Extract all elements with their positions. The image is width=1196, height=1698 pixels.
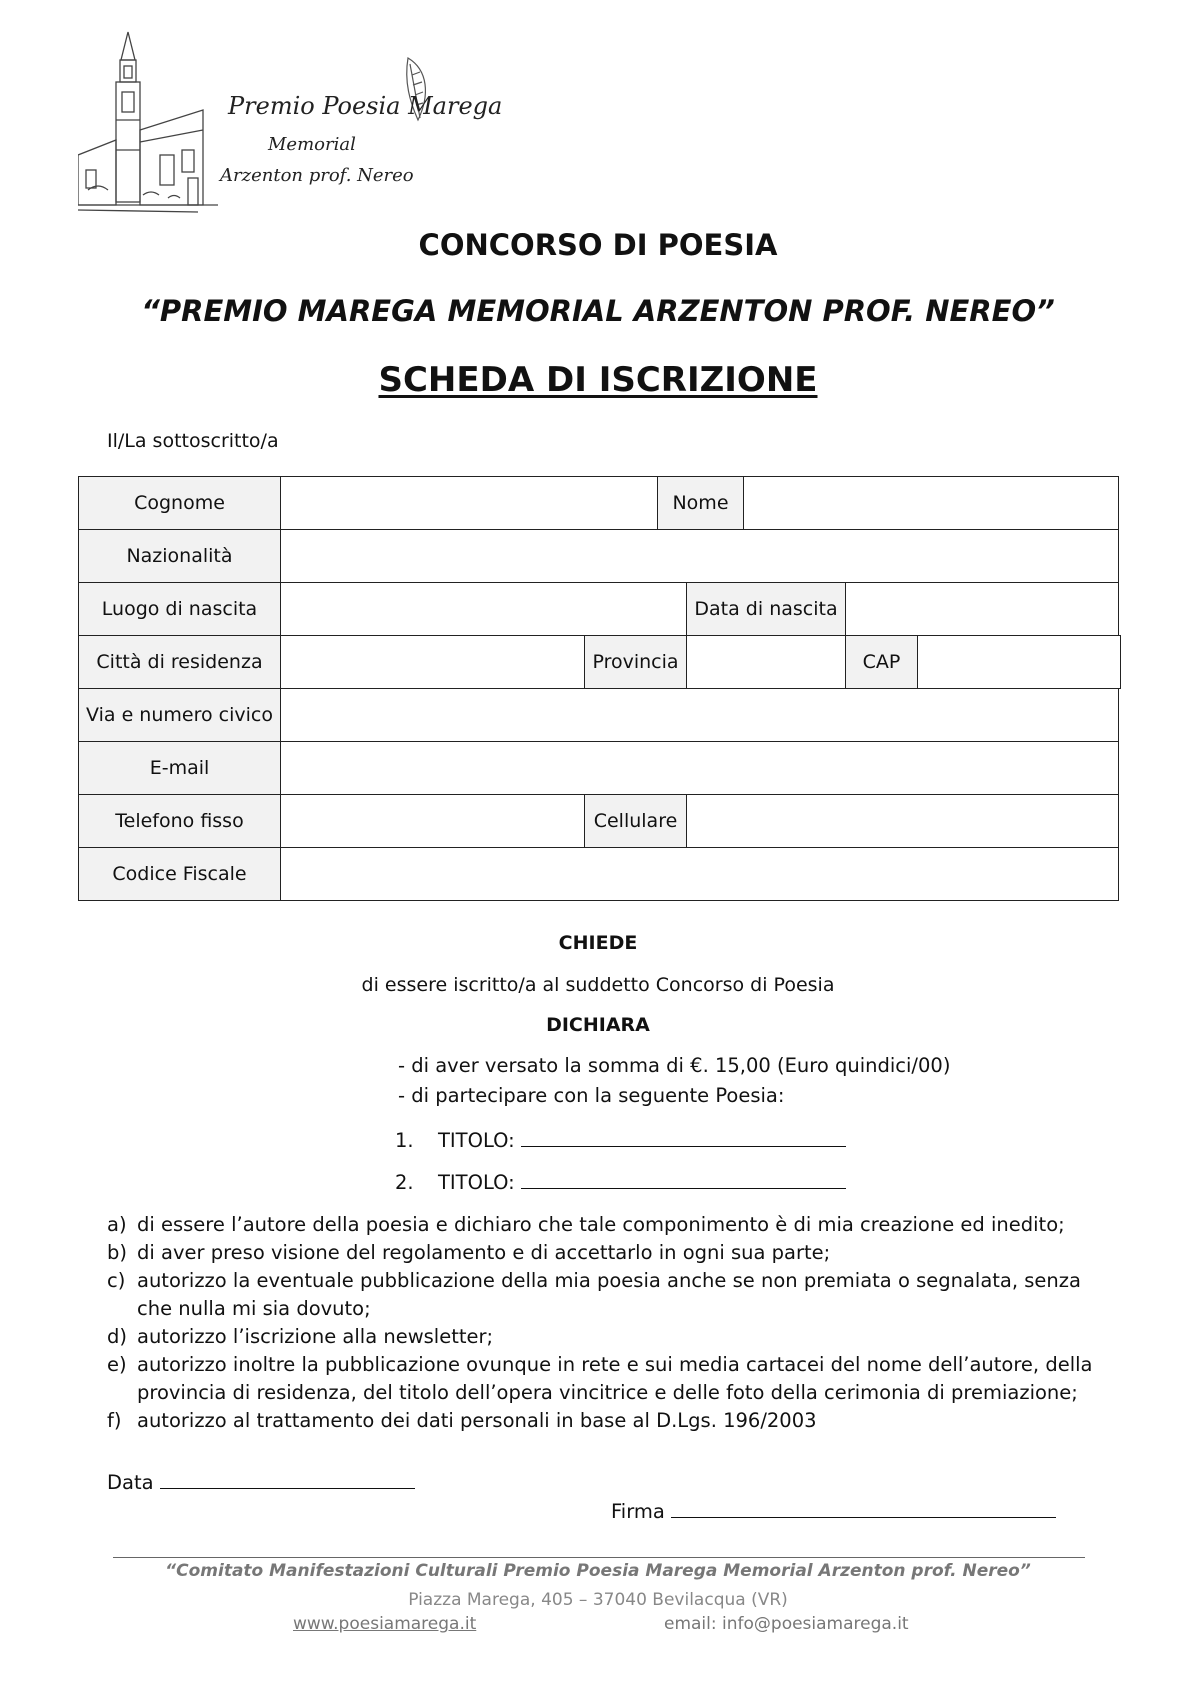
label-provincia: Provincia — [584, 635, 687, 689]
title-1-row — [395, 1128, 846, 1152]
title-1-blank[interactable] — [521, 1128, 846, 1147]
footer-divider — [113, 1557, 1085, 1558]
declaration-text: autorizzo al trattamento dei dati personali in base al D.Lgs. 196/2003 — [137, 1409, 817, 1432]
data-row — [107, 1470, 415, 1494]
input-telefono[interactable] — [280, 794, 585, 848]
label-email: E-mail — [78, 741, 281, 795]
title-1-label: TITOLO: — [438, 1129, 515, 1152]
logo-subtitle-memorial: Memorial — [268, 134, 356, 155]
declaration-a — [107, 1211, 1107, 1239]
declaration-text: autorizzo inoltre la pubblicazione ovunque in rete e sui media cartacei del nome dell’autore, della provincia di residenza, del titolo dell’opera vincitrice e delle foto della cerimonia di premiazione; — [137, 1353, 1093, 1404]
logo-title: Premio Poesia Marega — [228, 92, 503, 120]
form-title — [0, 360, 1196, 400]
firma-row — [611, 1499, 1056, 1523]
contest-title: CONCORSO DI POESIA — [418, 228, 778, 262]
label-telefono: Telefono fisso — [78, 794, 281, 848]
title-2-row — [395, 1170, 846, 1194]
declaration-e — [107, 1351, 1107, 1407]
input-codice-fiscale[interactable] — [280, 847, 1119, 901]
declaration-text: di aver preso visione del regolamento e di accettarlo in ogni sua parte; — [137, 1241, 831, 1264]
footer-committee: “Comitato Manifestazioni Culturali Premio Poesia Marega Memorial Arzenton prof. Nereo” — [165, 1561, 1031, 1581]
logo-subtitle-name: Arzenton prof. Nereo — [220, 165, 414, 186]
declaration-f — [107, 1407, 1107, 1435]
label-citta-residenza: Città di residenza — [78, 635, 281, 689]
declaration-marker: e) — [107, 1353, 127, 1376]
chiede-text: di essere iscritto/a al suddetto Concorso di Poesia — [361, 974, 835, 996]
church-illustration — [78, 30, 478, 220]
input-email[interactable] — [280, 741, 1119, 795]
form-title-text: SCHEDA DI ISCRIZIONE — [378, 360, 818, 400]
input-luogo-nascita[interactable] — [280, 582, 687, 636]
dichiara-poem: - di partecipare con la seguente Poesia: — [398, 1084, 785, 1107]
label-cap: CAP — [845, 635, 918, 689]
label-nazionalita: Nazionalità — [78, 529, 281, 583]
input-via[interactable] — [280, 688, 1119, 742]
declaration-b — [107, 1239, 1107, 1267]
footer-website-link[interactable]: www.poesiamarega.it — [293, 1614, 477, 1634]
firma-label: Firma — [611, 1500, 665, 1523]
dichiara-heading: DICHIARA — [546, 1014, 650, 1036]
input-nazionalita[interactable] — [280, 529, 1119, 583]
title-2-number: 2. — [395, 1171, 414, 1194]
input-cellulare[interactable] — [686, 794, 1119, 848]
input-citta-residenza[interactable] — [280, 635, 585, 689]
declaration-text: autorizzo la eventuale pubblicazione della mia poesia anche se non premiata o segnalata, senza che nulla mi sia dovuto; — [137, 1269, 1081, 1320]
intro-text: Il/La sottoscritto/a — [107, 430, 279, 452]
declaration-marker: b) — [107, 1241, 127, 1264]
declaration-marker: c) — [107, 1269, 126, 1292]
chiede-heading: CHIEDE — [558, 932, 638, 954]
input-provincia[interactable] — [686, 635, 846, 689]
title-2-blank[interactable] — [521, 1170, 846, 1189]
declaration-c — [107, 1267, 1107, 1323]
declaration-marker: d) — [107, 1325, 127, 1348]
label-cellulare: Cellulare — [584, 794, 687, 848]
label-cognome: Cognome — [78, 476, 281, 530]
declaration-text: di essere l’autore della poesia e dichiaro che tale componimento è di mia creazione ed inedito; — [137, 1213, 1065, 1236]
award-title: “PREMIO MAREGA MEMORIAL ARZENTON PROF. NEREO” — [141, 294, 1055, 328]
label-codice-fiscale: Codice Fiscale — [78, 847, 281, 901]
declaration-text: autorizzo l’iscrizione alla newsletter; — [137, 1325, 494, 1348]
input-cap[interactable] — [917, 635, 1121, 689]
declaration-d — [107, 1323, 1107, 1351]
title-2-label: TITOLO: — [438, 1171, 515, 1194]
firma-blank[interactable] — [671, 1499, 1056, 1518]
declaration-marker: f) — [107, 1409, 122, 1432]
input-data-nascita[interactable] — [845, 582, 1119, 636]
footer-address: Piazza Marega, 405 – 37040 Bevilacqua (VR) — [408, 1590, 788, 1610]
input-nome[interactable] — [743, 476, 1119, 530]
label-luogo-nascita: Luogo di nascita — [78, 582, 281, 636]
declaration-marker: a) — [107, 1213, 127, 1236]
data-label: Data — [107, 1471, 154, 1494]
label-via: Via e numero civico — [78, 688, 281, 742]
footer-email: email: info@poesiamarega.it — [664, 1614, 909, 1634]
data-blank[interactable] — [160, 1470, 415, 1489]
label-nome: Nome — [657, 476, 744, 530]
title-1-number: 1. — [395, 1129, 414, 1152]
dichiara-payment: - di aver versato la somma di €. 15,00 (Euro quindici/00) — [398, 1054, 951, 1077]
logo — [78, 30, 503, 220]
input-cognome[interactable] — [280, 476, 658, 530]
label-data-nascita: Data di nascita — [686, 582, 846, 636]
